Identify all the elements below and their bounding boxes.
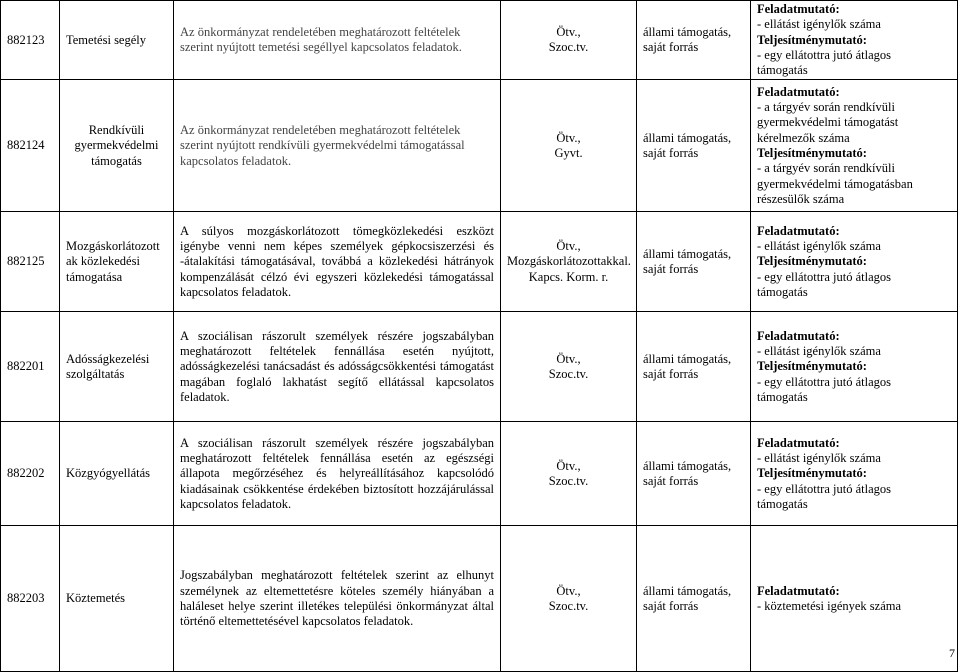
funding-line: állami támogatás, [643,458,732,473]
funding-line: saját forrás [643,366,699,381]
funding-line: saját forrás [643,145,699,160]
legal-basis-line: Ötv., [556,458,581,473]
performance-indicator-label: Teljesítménymutató: [757,32,867,47]
performance-indicator-line: - egy ellátottra jutó átlagos [757,374,891,389]
performance-indicator-label: Teljesítménymutató: [757,145,867,160]
funding-line: saját forrás [643,40,699,55]
task-indicator-label: Feladatmutató: [757,2,840,16]
cell-funding [637,526,751,672]
cell-legal-basis [501,422,637,526]
cell-description: Az önkormányzat rendeletében meghatározott feltételek szerint nyújtott rendkívüli gyermekvédelmi támogatással kapcsolatos feladatok. [174,80,501,212]
legal-basis-line: Szoc.tv. [548,598,589,613]
funding-line: saját forrás [643,598,699,613]
task-indicator-line: - ellátást igénylők száma [757,451,881,466]
cell-code: 882201 [1,312,60,422]
performance-indicator-line: támogatás [757,284,808,299]
cell-legal-basis [501,1,637,80]
cell-name: Adósságkezelési szolgáltatás [60,312,174,422]
legal-basis-line: Gyvt. [554,145,583,160]
funding-line: állami támogatás, [643,24,732,39]
performance-indicator-label: Teljesítménymutató: [757,254,867,269]
cell-legal-basis [501,212,637,312]
cell-name: Rendkívüli gyermekvédelmi támogatás [60,80,174,212]
legal-basis-line: Kapcs. Korm. r. [528,269,609,284]
legal-basis-line: Ötv., [556,583,581,598]
performance-indicator-line: - egy ellátottra jutó átlagos [757,269,891,284]
performance-indicator-label: Teljesítménymutató: [757,466,867,481]
performance-indicator-line: támogatás [757,496,808,511]
task-indicator-label: Feladatmutató: [757,583,840,598]
cell-description: A súlyos mozgáskorlátozott tömegközlekedési eszközt igénybe venni nem képes személyek gépkocsiszerzési és -átalakítási támogatásával, továbbá a közlekedési hátrányok kompenzálását célzó évi egyszeri közlekedési támogatással kapcsolatos feladatok. [174,212,501,312]
cell-legal-basis [501,80,637,212]
cell-description: A szociálisan rászorult személyek részére jogszabályban meghatározott feltételek fennállása esetén nyújtott, adósságkezelési tanácsadást és adósságcsökkentési támogatást magában foglaló lakhatást segítő ellátással kapcsolatos feladatok. [174,312,501,422]
cell-indicators [751,312,958,422]
legal-basis-line: Ötv., [556,130,581,145]
task-indicator-line: kérelmezők száma [757,130,850,145]
performance-indicator-line: támogatás [757,389,808,404]
table-row [1,80,958,212]
cell-code: 882123 [1,1,60,80]
task-indicator-line: - a tárgyév során rendkívüli [757,100,895,115]
performance-indicator-line: részesülők száma [757,191,845,206]
performance-indicator-line: - egy ellátottra jutó átlagos [757,47,891,62]
task-indicator-label: Feladatmutató: [757,328,840,343]
cell-legal-basis [501,312,637,422]
funding-line: állami támogatás, [643,246,732,261]
table-row [1,312,958,422]
task-indicator-line: - ellátást igénylők száma [757,17,881,32]
cell-legal-basis [501,526,637,672]
legal-basis-line: Szoc.tv. [548,366,589,381]
task-indicator-label: Feladatmutató: [757,223,840,238]
table-row [1,212,958,312]
legal-basis-line: Szoc.tv. [548,40,589,55]
cell-description: A szociálisan rászorult személyek részére jogszabályban meghatározott feltételek fennállása esetén az egészségi állapota megőrzéséhez és helyreállításához kapcsolódó kiadásainak csökkentése érdekében biztosított hozzájárulással kapcsolatos feladatok. [174,422,501,526]
legal-basis-line: Mozgáskorlátozottakkal. [507,254,631,269]
task-indicator-line: - ellátást igénylők száma [757,344,881,359]
cell-code: 882202 [1,422,60,526]
task-indicator-label: Feladatmutató: [757,84,840,99]
performance-indicator-line: támogatás [757,63,808,78]
legal-basis-line: Szoc.tv. [548,473,589,488]
task-indicator-line: - ellátást igénylők száma [757,239,881,254]
cell-indicators [751,1,958,80]
table-row [1,526,958,672]
funding-line: saját forrás [643,473,699,488]
cell-name: Közgyógyellátás [60,422,174,526]
cell-name: Mozgáskorlátozott ak közlekedési támogatása [60,212,174,312]
performance-indicator-line: gyermekvédelmi támogatásban [757,176,913,191]
task-indicator-line: gyermekvédelmi támogatást [757,115,899,130]
cell-funding [637,80,751,212]
task-indicator-label: Feladatmutató: [757,435,840,450]
cell-funding [637,312,751,422]
performance-indicator-line: - egy ellátottra jutó átlagos [757,481,891,496]
task-table-body [1,1,958,672]
page-number: 7 [949,646,955,660]
legal-basis-line: Ötv., [556,239,581,254]
cell-code: 882124 [1,80,60,212]
cell-description: Az önkormányzat rendeletében meghatározott feltételek szerint nyújtott temetési segéllyel kapcsolatos feladatok. [174,1,501,80]
cell-funding [637,212,751,312]
cell-indicators [751,212,958,312]
cell-code: 882203 [1,526,60,672]
cell-name: Temetési segély [60,1,174,80]
cell-indicators [751,422,958,526]
legal-basis-line: Ötv., [556,24,581,39]
funding-line: állami támogatás, [643,130,732,145]
cell-code: 882125 [1,212,60,312]
cell-funding [637,1,751,80]
funding-line: állami támogatás, [643,583,732,598]
task-indicator-line: - köztemetési igények száma [757,598,902,613]
cell-indicators [751,526,958,672]
table-row [1,1,958,80]
performance-indicator-line: - a tárgyév során rendkívüli [757,161,895,176]
legal-basis-line: Ötv., [556,351,581,366]
cell-funding [637,422,751,526]
funding-line: állami támogatás, [643,351,732,366]
cell-description: Jogszabályban meghatározott feltételek szerint az elhunyt személynek az eltemettetésre köteles személy hiányában a haláleset helye szerint illetékes települési önkormányzat által történő eltemettetésével kapcsolatos feladatok. [174,526,501,672]
performance-indicator-label: Teljesítménymutató: [757,359,867,374]
cell-name: Köztemetés [60,526,174,672]
cell-indicators [751,80,958,212]
table-row [1,422,958,526]
funding-line: saját forrás [643,261,699,276]
